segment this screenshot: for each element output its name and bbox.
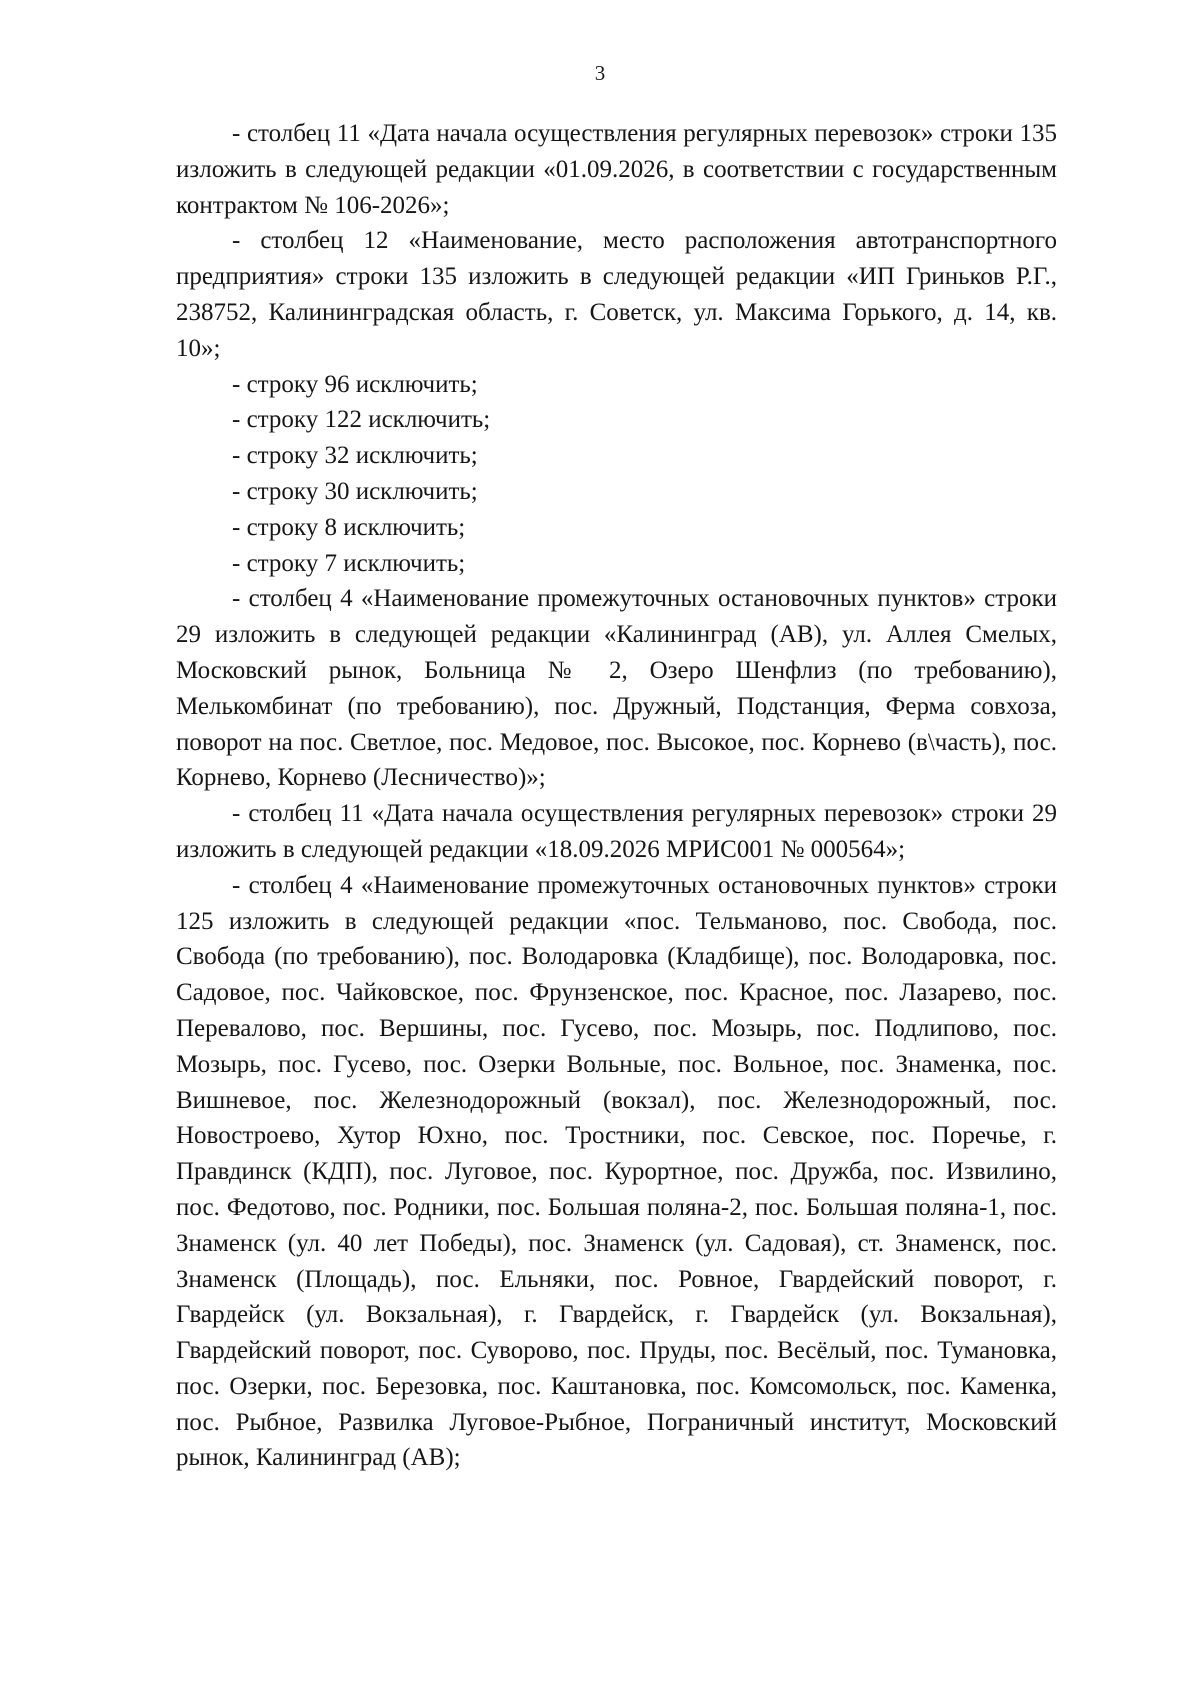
paragraph-column-12-row-135: - столбец 12 «Наименование, место расположения автотранспортного предприятия» строки 135 изложить в следующей редакции «ИП Гриньков Р.Г., 238752, Калининградская область, г. Советск, ул. Максима Горького, д. 14, кв. 10»; — [176, 227, 1057, 362]
paragraph-exclude-row-96: - строку 96 исключить; — [232, 370, 478, 398]
paragraph-exclude-row-122: - строку 122 исключить; — [232, 406, 491, 434]
paragraph-exclude-row-30: - строку 30 исключить; — [232, 477, 478, 505]
paragraph-exclude-row-8: - строку 8 исключить; — [232, 513, 466, 541]
paragraph-column-11-row-29: - столбец 11 «Дата начала осуществления регулярных перевозок» строки 29 изложить в следующей редакции «18.09.2026 МРИС001 № 000564»; — [176, 800, 1057, 863]
paragraph-column-4-row-29: - столбец 4 «Наименование промежуточных остановочных пунктов» строки 29 изложить в следующей редакции «Калининград (АВ), ул. Аллея Смелых, Московский рынок, Больница № 2, Озеро Шенфлиз (по требованию), Мелькомбинат (по требованию), пос. Дружный, Подстанция, Ферма совхоза, поворот на пос. Светлое, пос. Медовое, пос. Высокое, пос. Корнево (в\часть), пос. Корнево, Корнево (Лесничество)»; — [176, 585, 1057, 792]
page-number: 3 — [594, 61, 606, 85]
paragraph-exclude-row-7: - строку 7 исключить; — [232, 549, 466, 577]
paragraph-column-4-row-125: - столбец 4 «Наименование промежуточных остановочных пунктов» строки 125 изложить в следующей редакции «пос. Тельманово, пос. Свобода, пос. Свобода (по требованию), пос. Володаровка (Кладбище), пос. Володаровка, пос. Садовое, пос. Чайковское, пос. Фрунзенское, пос. Красное, пос. Лазарево, пос. Перевалово, пос. Вершины, пос. Гусево, пос. Мозырь, пос. Подлипово, пос. Мозырь, пос. Гусево, пос. Озерки Вольные, пос. Вольное, пос. Знаменка, пос. Вишневое, пос. Железнодорожный (вокзал), пос. Железнодорожный, пос. Новостроево, Хутор Юхно, пос. Тростники, пос. Севское, пос. Поречье, г. Правдинск (КДП), пос. Луговое, пос. Курортное, пос. Дружба, пос. Извилино, пос. Федотово, пос. Родники, пос. Большая поляна-2, пос. Большая поляна-1, пос. Знаменск (ул. 40 лет Победы), пос. Знаменск (ул. Садовая), ст. Знаменск, пос. Знаменск (Площадь), пос. Ельняки, пос. Ровное, Гвардейский поворот, г. Гвардейск (ул. Вокзальная), г. Гвардейск, г. Гвардейск (ул. Вокзальная), Гвардейский поворот, пос. Суворово, пос. Пруды, пос. Весёлый, пос. Тумановка, пос. Озерки, пос. Березовка, пос. Каштановка, пос. Комсомольск, пос. Каменка, пос. Рыбное, Развилка Луговое-Рыбное, Пограничный институт, Московский рынок, Калининград (АВ); — [176, 871, 1057, 1472]
document-body — [176, 116, 1057, 1476]
paragraph-column-11-row-135: - столбец 11 «Дата начала осуществления регулярных перевозок» строки 135 изложить в следующей редакции «01.09.2026, в соответствии с государственным контрактом № 106-2026»; — [176, 120, 1057, 219]
paragraph-exclude-row-32: - строку 32 исключить; — [232, 442, 478, 470]
